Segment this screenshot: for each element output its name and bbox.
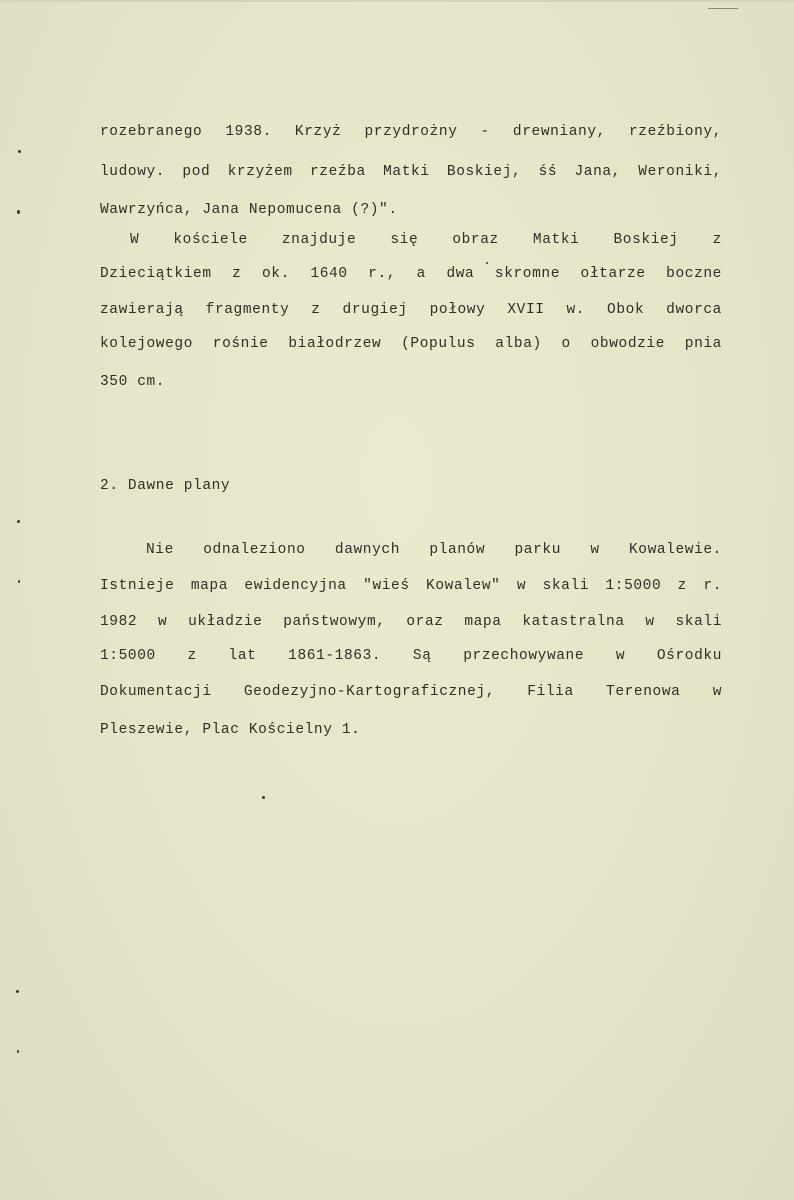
scan-speck	[262, 796, 265, 799]
text-line: kolejowego rośnie białodrzew (Populus alba) o obwodzie pnia	[100, 336, 722, 352]
text-line: Nie odnaleziono dawnych planów parku w Kowalewie.	[146, 542, 722, 558]
scan-speck	[17, 520, 20, 523]
scan-speck	[18, 580, 20, 583]
scan-speck	[486, 262, 488, 264]
scan-speck	[17, 210, 20, 214]
text-line: W kościele znajduje się obraz Matki Boskiej z	[130, 232, 722, 248]
text-line: Dokumentacji Geodezyjno-Kartograficznej, Filia Terenowa w	[100, 684, 722, 700]
text-line: Pleszewie, Plac Kościelny 1.	[100, 722, 361, 738]
text-line: Wawrzyńca, Jana Nepomucena (?)".	[100, 202, 398, 218]
scan-speck	[17, 1050, 19, 1053]
top-edge	[0, 0, 794, 2]
scan-mark	[708, 8, 738, 9]
text-line: 1982 w układzie państwowym, oraz mapa katastralna w skali	[100, 614, 722, 630]
text-line: zawierają fragmenty z drugiej połowy XVII w. Obok dworca	[100, 302, 722, 318]
text-line: Istnieje mapa ewidencyjna "wieś Kowalew" w skali 1:5000 z r.	[100, 578, 722, 594]
scan-speck	[18, 150, 21, 153]
text-line: 1:5000 z lat 1861-1863. Są przechowywane w Ośrodku	[100, 648, 722, 664]
scan-speck	[16, 990, 19, 993]
text-line: 350 cm.	[100, 374, 166, 390]
text-line: Dzieciątkiem z ok. 1640 r., a dwa skromne ołtarze boczne	[100, 266, 722, 282]
text-line: rozebranego 1938. Krzyż przydrożny - drewniany, rzeźbiony,	[100, 124, 722, 140]
text-line: ludowy. pod krzyżem rzeźba Matki Boskiej, śś Jana, Weroniki,	[100, 164, 722, 180]
section-heading: 2. Dawne plany	[100, 478, 231, 494]
